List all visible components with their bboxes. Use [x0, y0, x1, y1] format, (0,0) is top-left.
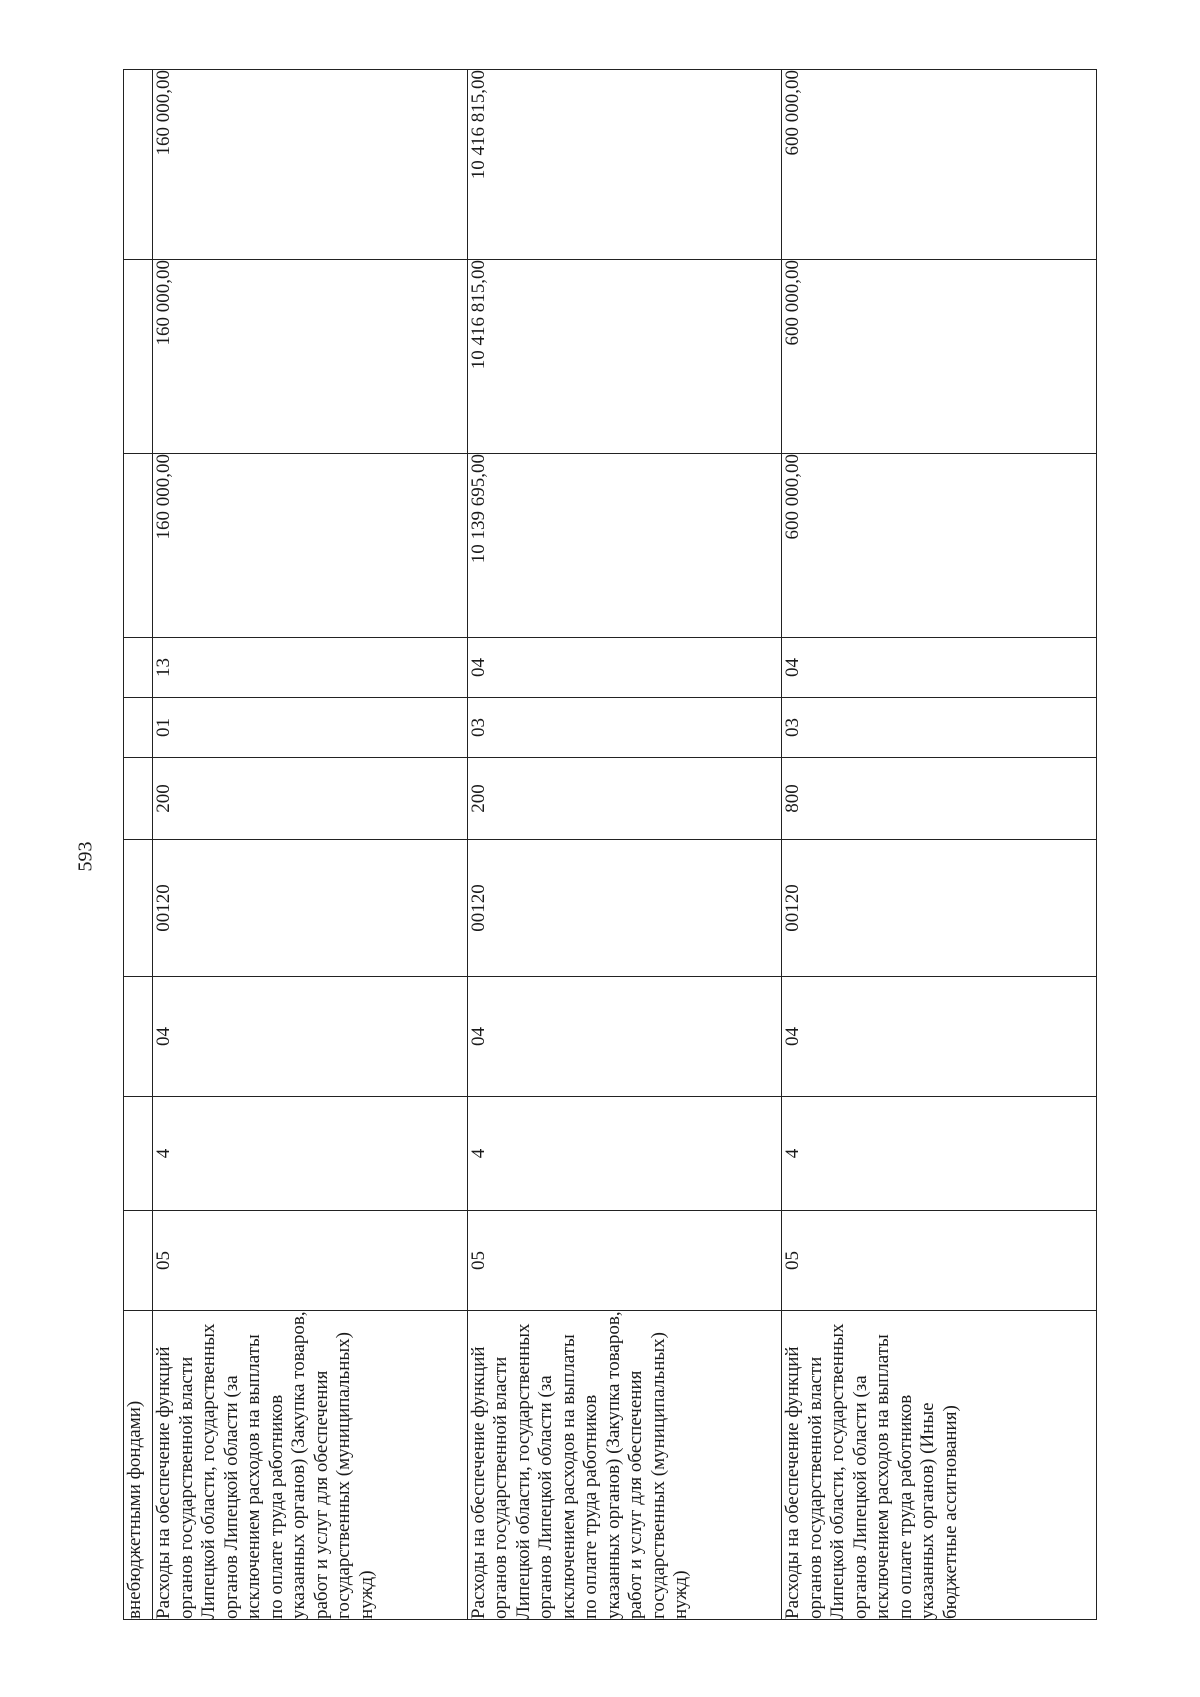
budget-table — [123, 69, 1097, 1620]
amount-cell: 160 000,00 — [153, 260, 468, 454]
amount-cell: 10 416 815,00 — [467, 260, 782, 454]
code-cell: 03 — [467, 698, 782, 758]
expense-description: Расходы на обеспечение функций органов государственной власти Липецкой области, государственных органов Липецкой области (за исключением расходов на выплаты по оплате труда работников указанных органов) (Закупка товаров, работ и услуг для обеспечения государственных (муниципальных) нужд) — [153, 1311, 468, 1620]
header-cell — [124, 70, 153, 260]
header-cell — [124, 698, 153, 758]
code-cell: 00120 — [467, 840, 782, 977]
table-row — [467, 70, 782, 1620]
code-cell: 05 — [467, 1211, 782, 1311]
amount-cell: 600 000,00 — [782, 454, 1097, 638]
table-row — [782, 70, 1097, 1620]
header-cell — [124, 638, 153, 698]
header-text: внебюджетными фондами) — [124, 1311, 153, 1620]
header-cell — [124, 260, 153, 454]
expense-description: Расходы на обеспечение функций органов государственной власти Липецкой области, государственных органов Липецкой области (за исключением расходов на выплаты по оплате труда работников указанных органов) (Иные бюджетные ассигнования) — [782, 1311, 1097, 1620]
page-number: 593 — [74, 841, 97, 872]
code-cell: 04 — [467, 638, 782, 698]
table-header-row — [124, 70, 153, 1620]
code-cell: 200 — [467, 758, 782, 840]
header-cell — [124, 840, 153, 977]
amount-cell: 160 000,00 — [153, 454, 468, 638]
amount-cell: 600 000,00 — [782, 260, 1097, 454]
expense-description: Расходы на обеспечение функций органов государственной власти Липецкой области, государственных органов Липецкой области (за исключением расходов на выплаты по оплате труда работников указанных органов) (Закупка товаров, работ и услуг для обеспечения государственных (муниципальных) нужд) — [467, 1311, 782, 1620]
code-cell: 04 — [467, 977, 782, 1097]
code-cell: 13 — [153, 638, 468, 698]
code-cell: 200 — [153, 758, 468, 840]
code-cell: 05 — [153, 1211, 468, 1311]
amount-cell: 600 000,00 — [782, 70, 1097, 260]
header-cell — [124, 1211, 153, 1311]
code-cell: 4 — [467, 1097, 782, 1211]
code-cell: 4 — [153, 1097, 468, 1211]
code-cell: 05 — [782, 1211, 1097, 1311]
code-cell: 04 — [782, 977, 1097, 1097]
table-row — [153, 70, 468, 1620]
code-cell: 00120 — [782, 840, 1097, 977]
code-cell: 04 — [782, 638, 1097, 698]
rotated-table-wrapper — [123, 70, 1097, 1620]
code-cell: 03 — [782, 698, 1097, 758]
amount-cell: 10 139 695,00 — [467, 454, 782, 638]
code-cell: 01 — [153, 698, 468, 758]
code-cell: 4 — [782, 1097, 1097, 1211]
header-cell — [124, 454, 153, 638]
amount-cell: 10 416 815,00 — [467, 70, 782, 260]
header-cell — [124, 1097, 153, 1211]
code-cell: 00120 — [153, 840, 468, 977]
code-cell: 800 — [782, 758, 1097, 840]
header-cell — [124, 977, 153, 1097]
amount-cell: 160 000,00 — [153, 70, 468, 260]
code-cell: 04 — [153, 977, 468, 1097]
header-cell — [124, 758, 153, 840]
